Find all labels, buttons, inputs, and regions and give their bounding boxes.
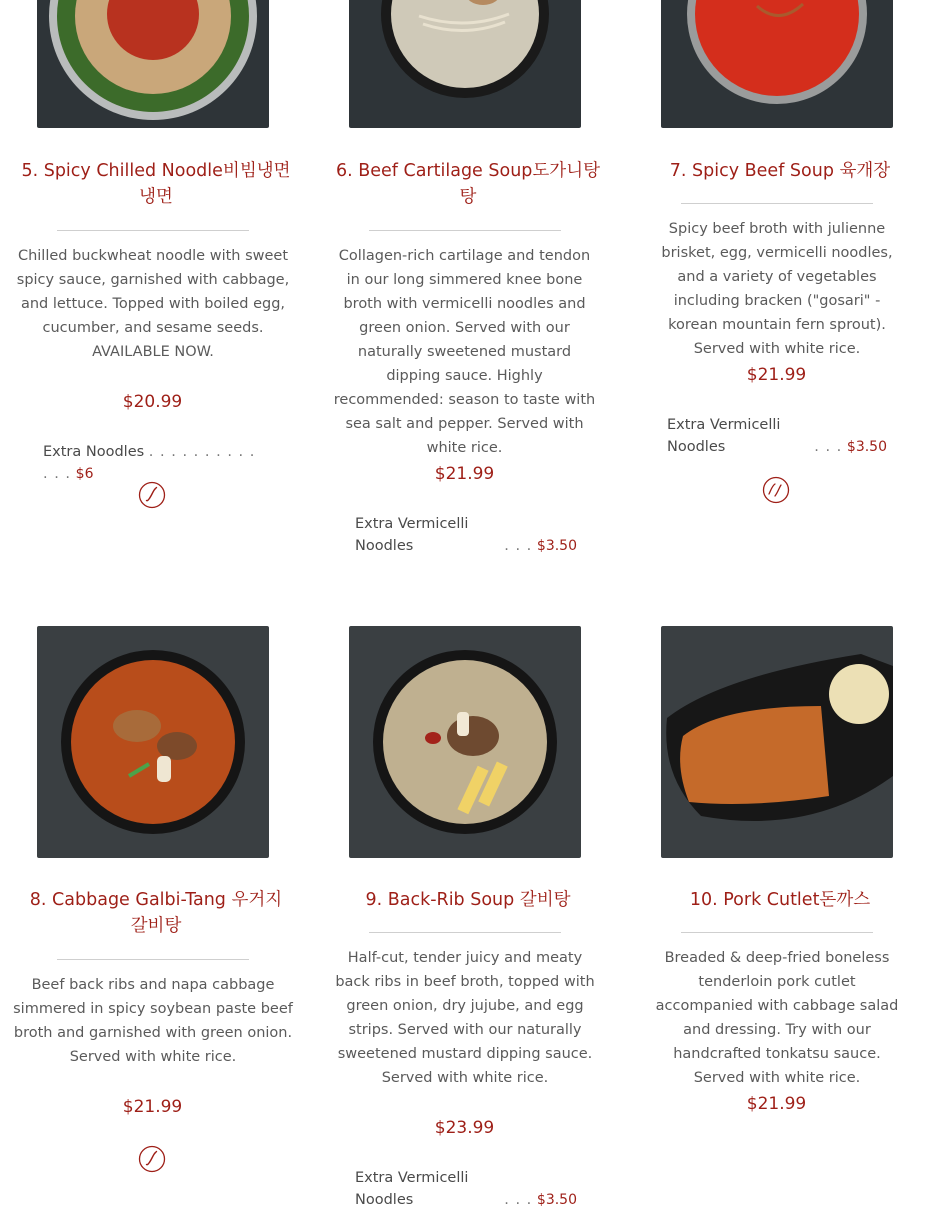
dish-description: Collagen-rich cartilage and tendon in our long simmered knee bone broth with vermicelli noodles and green onion. Served with our naturally sweetened mustard dipping sauce. Highly recommended: season to taste with sea salt and pepper. Served with white rice. xyxy=(333,248,596,456)
dish-title xyxy=(629,887,930,913)
dish-price: $21.99 xyxy=(746,1094,807,1114)
dish-photo[interactable] xyxy=(349,0,581,128)
pork-cutlet-photo xyxy=(661,626,893,858)
dish-title xyxy=(629,158,930,184)
dish-photo[interactable] xyxy=(349,626,581,858)
double-pepper-icon xyxy=(762,476,790,504)
menu-item-beef-cartilage-soup xyxy=(312,0,624,580)
dish-title-line1: 9. Back-Rib Soup 갈비탕 xyxy=(365,890,571,910)
dish-photo[interactable] xyxy=(661,626,893,858)
cabbage-galbi-tang-photo xyxy=(37,626,269,858)
extra-option xyxy=(43,441,265,485)
title-divider xyxy=(369,230,561,231)
single-pepper-icon xyxy=(138,481,166,509)
extra-option-price: $3.50 xyxy=(846,439,887,455)
dish-title-line1: 6. Beef Cartilage Soup도가니탕 xyxy=(335,161,601,181)
single-pepper-icon xyxy=(138,1145,166,1173)
dish-title-line1: 7. Spicy Beef Soup 육개장 xyxy=(669,161,891,181)
dish-title-line2: 갈비탕 xyxy=(130,916,182,936)
extra-option-dots: . . . . . . . . . . . . . xyxy=(43,444,256,482)
extra-option-name-line2: Noodles xyxy=(355,538,414,554)
extra-option xyxy=(355,1167,577,1211)
extra-option-price: $3.50 xyxy=(536,1192,577,1208)
dish-description: Half-cut, tender juicy and meaty back ribs in beef broth, topped with green onion, dry jujube, and egg strips. Served with our naturally sweetened mustard dipping sauce. Served with white rice. xyxy=(335,950,595,1086)
title-divider xyxy=(369,932,561,933)
extra-option-price: $3.50 xyxy=(536,538,577,554)
title-divider xyxy=(681,203,873,204)
extra-option-price: $6 xyxy=(75,466,94,482)
dish-title xyxy=(5,158,307,210)
dish-description: Spicy beef broth with julienne brisket, egg, vermicelli noodles, and a variety of vegetables including bracken ("gosari" - korean mountain fern sprout). Served with white rice. xyxy=(661,221,893,357)
menu-item-pork-cutlet xyxy=(624,626,930,1186)
dish-title-line2: 냉면 xyxy=(139,187,173,207)
dish-description: Breaded & deep-fried boneless tenderloin pork cutlet accompanied with cabbage salad and dressing. Try with our handcrafted tonkatsu sauce. Served with white rice. xyxy=(655,950,899,1086)
dish-title-line1: 10. Pork Cutlet돈까스 xyxy=(689,890,871,910)
menu-item-spicy-beef-soup xyxy=(624,0,930,560)
extra-option xyxy=(355,513,577,557)
spicy-chilled-noodle-photo xyxy=(37,0,269,128)
extra-option-name-line2: Noodles xyxy=(667,439,726,455)
dish-title-line2: 탕 xyxy=(459,187,477,207)
spicy-level-icon xyxy=(138,1145,166,1173)
back-rib-soup-photo xyxy=(349,626,581,858)
menu-item-spicy-chilled-noodle xyxy=(0,0,312,560)
extra-option-dots: . . . xyxy=(504,1192,533,1208)
spicy-level-icon xyxy=(762,476,790,504)
extra-option-name: Extra Noodles xyxy=(43,444,145,460)
title-divider xyxy=(57,959,249,960)
dish-title xyxy=(317,158,619,210)
dish-photo[interactable] xyxy=(661,0,893,128)
dish-title-line1: 8. Cabbage Galbi-Tang 우거지 xyxy=(29,890,283,910)
beef-cartilage-soup-photo xyxy=(349,0,581,128)
dish-description: Chilled buckwheat noodle with sweet spicy sauce, garnished with cabbage, and lettuce. Topped with boiled egg, cucumber, and sesame seeds. AVAILABLE NOW. xyxy=(16,248,290,360)
dish-description: Beef back ribs and napa cabbage simmered in spicy soybean paste beef broth and garnished with green onion. Served with white rice. xyxy=(13,977,293,1065)
extra-option-name-line1: Extra Vermicelli xyxy=(667,417,781,433)
extra-option-name-line1: Extra Vermicelli xyxy=(355,516,469,532)
dish-price: $21.99 xyxy=(434,464,495,484)
dish-price: $21.99 xyxy=(122,1097,183,1117)
spicy-beef-soup-photo xyxy=(661,0,893,128)
title-divider xyxy=(57,230,249,231)
dish-price: $23.99 xyxy=(434,1118,495,1138)
dish-photo[interactable] xyxy=(37,0,269,128)
extra-option-dots: . . . xyxy=(504,538,533,554)
title-divider xyxy=(681,932,873,933)
menu-item-cabbage-galbi-tang xyxy=(0,626,312,1206)
dish-title xyxy=(5,887,307,939)
extra-option-dots: . . . xyxy=(814,439,843,455)
extra-option-name-line1: Extra Vermicelli xyxy=(355,1170,469,1186)
dish-title xyxy=(317,887,619,913)
extra-option-name-line2: Noodles xyxy=(355,1192,414,1208)
dish-photo[interactable] xyxy=(37,626,269,858)
dish-title-line1: 5. Spicy Chilled Noodle비빔냉면 xyxy=(21,161,291,181)
extra-option xyxy=(667,414,887,458)
menu-item-back-rib-soup xyxy=(312,626,624,1221)
dish-price: $21.99 xyxy=(746,365,807,385)
spicy-level-icon xyxy=(138,481,166,509)
dish-price: $20.99 xyxy=(122,392,183,412)
